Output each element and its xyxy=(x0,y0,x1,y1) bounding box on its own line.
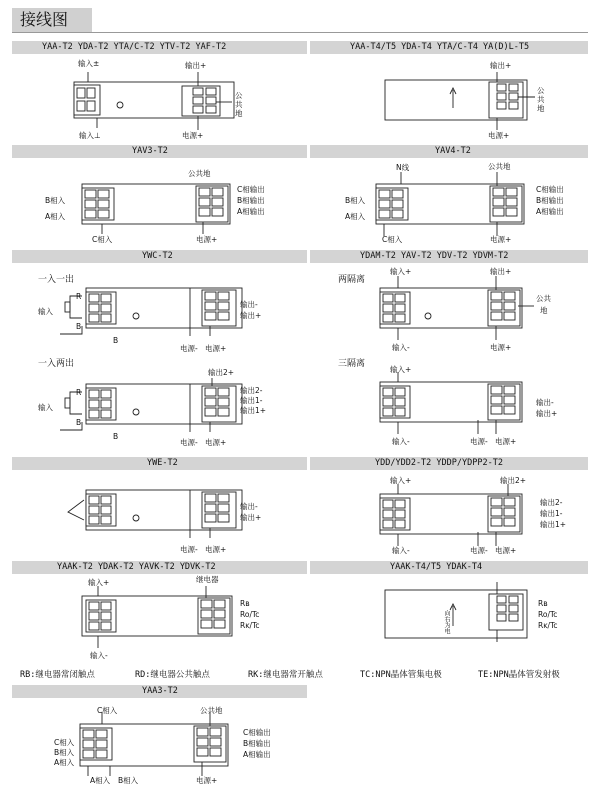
section-bar-2-left: YAV3-T2 xyxy=(12,145,307,158)
section-bar-1-right: YAA-T4/T5 YDA-T4 YTA/C-T4 YA(D)L-T5 xyxy=(310,41,588,54)
label-b-ywc1: B xyxy=(76,322,82,331)
label-rb-yaak: Rʙ xyxy=(240,599,250,608)
label-in-plus-yaak: 输入+ xyxy=(88,578,110,587)
label-c-out-yav3: C相输出 xyxy=(237,185,265,194)
section-bar-4-right: YDD/YDD2-T2 YDDP/YDPP2-T2 xyxy=(310,457,588,470)
label-common-gnd-yav4: 公共地 xyxy=(488,162,511,171)
caption-two-isolation: 两隔离 xyxy=(338,275,366,285)
label-b-out-yav3: B相输出 xyxy=(237,196,265,205)
label-a-in-left-yaa3: A相入 xyxy=(54,758,75,767)
wiring-diagram-ydam xyxy=(368,280,538,346)
title-underline xyxy=(12,32,588,33)
label-out-plus-3iso: 输出+ xyxy=(536,409,558,418)
label-c-out-yaa3: C相输出 xyxy=(243,728,271,737)
section-bar-5-left: YAAK-T2 YDAK-T2 YAVK-T2 YDVK-T2 xyxy=(12,561,307,574)
section-bar-3-right: YDAM-T2 YAV-T2 YDV-T2 YDVM-T2 xyxy=(310,250,588,263)
label-output-plus-t4: 输出+ xyxy=(490,61,512,70)
label-out2-minus-ywc2: 输出2- xyxy=(240,386,263,395)
label-common-gnd-yaa3: 公共地 xyxy=(200,706,223,715)
label-a-out-yaa3: A相输出 xyxy=(243,750,271,759)
label-a-in-yav3: A相入 xyxy=(45,212,66,221)
label-relay-yaak: 继电器 xyxy=(196,575,219,584)
label-rb-yaak-t4: Rʙ xyxy=(538,599,548,608)
wiring-diagram-ywc-one-out xyxy=(60,282,260,342)
label-power-plus-ydd: 电源+ xyxy=(495,546,517,555)
label-power-minus-3iso: 电源- xyxy=(470,437,488,446)
wiring-diagram-yaak xyxy=(78,590,248,652)
page-title: 接线图 xyxy=(12,8,92,32)
label-b-in-left-yaa3: B相入 xyxy=(54,748,75,757)
label-r-ywc2: R xyxy=(76,388,82,397)
label-common-gnd: 公共地 xyxy=(235,91,243,118)
label-dir-mark-yaak-t4: 向右为电 xyxy=(443,610,450,634)
label-in-minus-yaak: 输入- xyxy=(90,651,108,660)
legend-rd: RD:继电器公共触点 xyxy=(135,670,210,680)
label-c-in-yav4: C相入 xyxy=(382,235,403,244)
legend-rb: RB:继电器常闭触点 xyxy=(20,670,95,680)
label-power-plus-yav4: 电源+ xyxy=(490,235,512,244)
label-out2-plus-ywc2: 输出2+ xyxy=(208,368,235,377)
label-b-in-bottom-yaa3: B相入 xyxy=(118,776,139,785)
label-a-out-yav3: A相输出 xyxy=(237,207,265,216)
label-power-minus-ywc2: 电源- xyxy=(180,438,198,447)
label-power-plus: 电源+ xyxy=(182,131,204,140)
label-gnd-ydam: 地 xyxy=(540,306,548,315)
label-out-minus-3iso: 输出- xyxy=(536,398,554,407)
label-n-phase: N线 xyxy=(396,163,410,172)
label-common-gnd-yav3: 公共地 xyxy=(188,169,211,178)
wiring-diagram-three-iso xyxy=(368,376,538,438)
section-bar-5-right: YAAK-T4/T5 YDAK-T4 xyxy=(310,561,588,574)
label-out1-plus-ywc2: 输出1+ xyxy=(240,406,267,415)
label-b2-ywc2: B xyxy=(113,432,119,441)
label-in-minus-ydd: 输入- xyxy=(392,546,410,555)
label-out2-minus-ydd: 输出2- xyxy=(540,498,563,507)
label-input-plus: 输入± xyxy=(78,59,100,68)
label-power-plus-t4: 电源+ xyxy=(488,131,510,140)
label-ro-tc-yaak: Ro/Tc xyxy=(240,610,260,619)
wiring-diagram-ywc-two-out xyxy=(60,378,263,438)
wiring-diagram-yav3-t2 xyxy=(72,180,242,240)
label-b2-ywc1: B xyxy=(113,336,119,345)
label-in-minus-3iso: 输入- xyxy=(392,437,410,446)
section-bar-3-left: YWC-T2 xyxy=(12,250,307,263)
label-in-plus-ydam: 输入+ xyxy=(390,267,412,276)
label-power-plus-yav3: 电源+ xyxy=(196,235,218,244)
label-out-plus-ydam: 输出+ xyxy=(490,267,512,276)
label-common-ydam: 公共 xyxy=(536,294,551,303)
label-power-plus-3iso: 电源+ xyxy=(495,437,517,446)
label-in-plus-3iso: 输入+ xyxy=(390,365,412,374)
label-out1-plus-ydd: 输出1+ xyxy=(540,520,567,529)
label-common-gnd-t4: 公共地 xyxy=(537,86,545,113)
label-a-out-yav4: A相输出 xyxy=(536,207,564,216)
label-c-in-yaa3: C相入 xyxy=(97,706,118,715)
label-power-plus-ydam: 电源+ xyxy=(490,343,512,352)
label-a-in-yav4: A相入 xyxy=(345,212,366,221)
label-r-ywc1: R xyxy=(76,292,82,301)
section-bar-1-left: YAA-T2 YDA-T2 YTA/C-T2 YTV-T2 YAF-T2 xyxy=(12,41,307,54)
label-in-minus-ydam: 输入- xyxy=(392,343,410,352)
legend-rk: RK:继电器常开触点 xyxy=(248,670,323,680)
label-ro-tc-yaak-t4: Ro/Tc xyxy=(538,610,558,619)
label-power-plus-ywe: 电源+ xyxy=(205,545,227,554)
label-a-in-bottom-yaa3: A相入 xyxy=(90,776,111,785)
label-input-minus: 输入⊥ xyxy=(79,131,101,140)
section-bar-2-right: YAV4-T2 xyxy=(310,145,588,158)
caption-one-in-one-out: 一入一出 xyxy=(38,275,75,285)
label-output-plus: 输出+ xyxy=(185,61,207,70)
wiring-diagram-yaak-t4 xyxy=(385,582,545,652)
label-b-in-yav3: B相入 xyxy=(45,196,66,205)
label-out-minus-ywe: 输出- xyxy=(240,502,258,511)
label-out-plus-ywc1: 输出+ xyxy=(240,311,262,320)
label-power-plus-ywc2: 电源+ xyxy=(205,438,227,447)
label-rk-tc-yaak-t4: Rĸ/Tc xyxy=(538,621,558,630)
label-power-minus-ydd: 电源- xyxy=(470,546,488,555)
label-c-out-yav4: C相输出 xyxy=(536,185,564,194)
wiring-diagram-yaa-t4 xyxy=(385,72,545,142)
label-rk-tc-yaak: Rĸ/Tc xyxy=(240,621,260,630)
label-b-in-yav4: B相入 xyxy=(345,196,366,205)
label-b-ywc2: B xyxy=(76,418,82,427)
label-out-minus-ywc1: 输出- xyxy=(240,300,258,309)
label-out-plus-ywe: 输出+ xyxy=(240,513,262,522)
label-out1-minus-ydd: 输出1- xyxy=(540,509,563,518)
label-power-plus-yaa3: 电源+ xyxy=(196,776,218,785)
label-in-plus-ydd: 输入+ xyxy=(390,476,412,485)
label-input-ywc2: 输入 xyxy=(38,403,53,412)
wiring-diagram-ywe xyxy=(60,484,260,544)
label-b-out-yav4: B相输出 xyxy=(536,196,564,205)
section-bar-4-left: YWE-T2 xyxy=(12,457,307,470)
label-power-minus-ywc1: 电源- xyxy=(180,344,198,353)
label-b-out-yaa3: B相输出 xyxy=(243,739,271,748)
legend-tc: TC:NPN晶体管集电极 xyxy=(360,670,442,680)
section-bar-6-left: YAA3-T2 xyxy=(12,685,307,698)
wiring-diagram-yav4-t2 xyxy=(368,178,538,240)
caption-three-isolation: 三隔离 xyxy=(338,359,366,369)
caption-one-in-two-out: 一入两出 xyxy=(38,359,75,369)
label-out2-plus-ydd: 输出2+ xyxy=(500,476,527,485)
label-input-ywc1: 输入 xyxy=(38,307,53,316)
wiring-diagram-yaa3 xyxy=(72,718,242,782)
label-c-in-yav3: C相入 xyxy=(92,235,113,244)
label-power-minus-ywe: 电源- xyxy=(180,545,198,554)
label-out1-minus-ywc2: 输出1- xyxy=(240,396,263,405)
label-power-plus-ywc1: 电源+ xyxy=(205,344,227,353)
legend-te: TE:NPN晶体管发射极 xyxy=(478,670,560,680)
wiring-diagram-ydd xyxy=(368,488,538,550)
label-c-in-left-yaa3: C相入 xyxy=(54,738,75,747)
